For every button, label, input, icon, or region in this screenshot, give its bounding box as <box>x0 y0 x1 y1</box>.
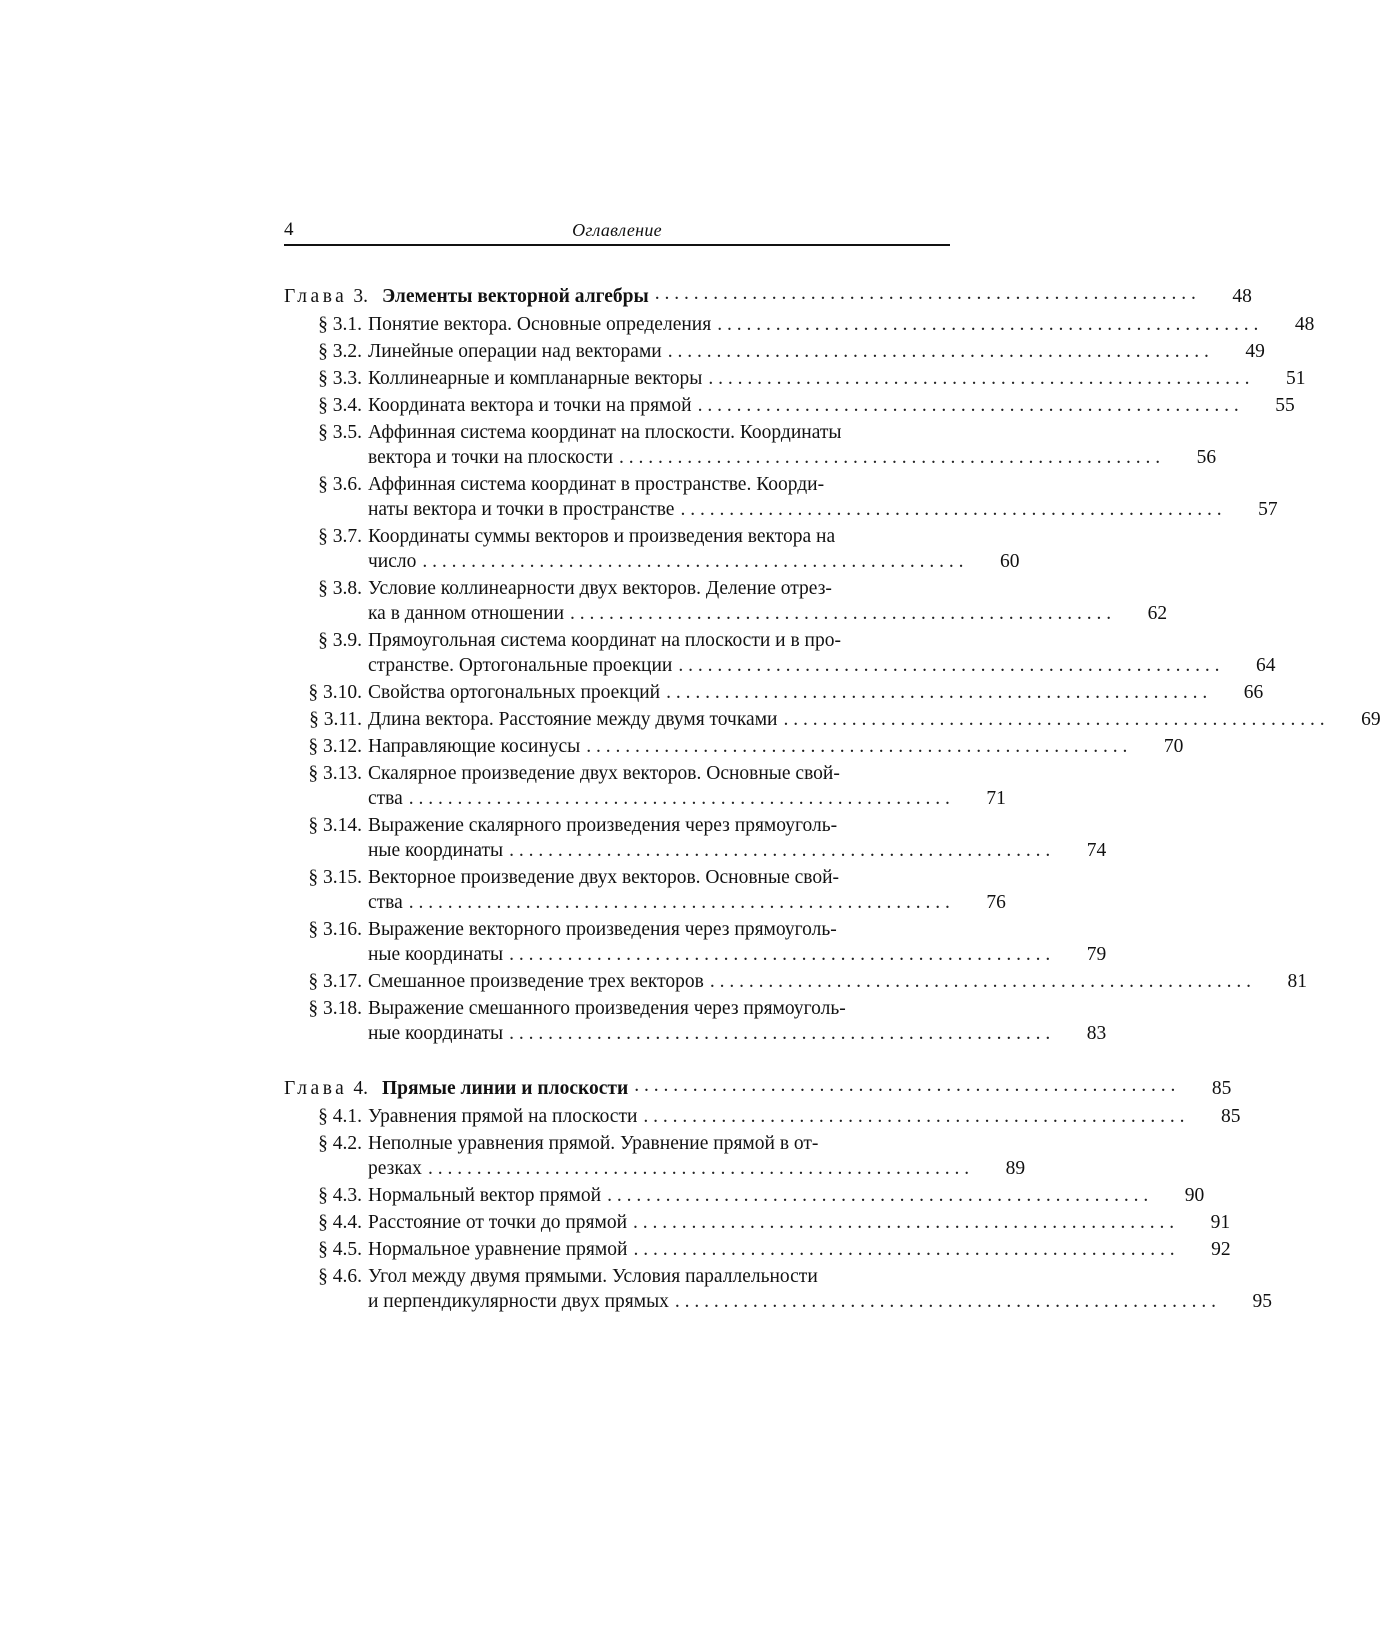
section-number: § 3.15. <box>308 867 362 888</box>
section-page: 64 <box>1255 655 1276 676</box>
section-title-line: число <box>368 551 417 572</box>
toc-section[interactable] <box>284 969 1307 994</box>
dot-leader <box>678 653 1219 678</box>
section-number: § 3.10. <box>308 682 362 703</box>
section-number: § 4.5. <box>318 1239 362 1260</box>
toc-chapter[interactable] <box>284 278 1252 308</box>
toc-section[interactable] <box>284 761 1006 811</box>
section-title-line: резках <box>368 1158 422 1179</box>
section-title-line: Нормальное уравнение прямой <box>368 1239 628 1260</box>
section-title-line: Расстояние от точки до прямой <box>368 1212 628 1233</box>
section-page: 69 <box>1361 709 1381 730</box>
section-number: § 3.7. <box>318 526 362 547</box>
section-number: § 3.6. <box>318 474 362 495</box>
section-number: § 3.16. <box>308 919 362 940</box>
section-number: § 3.5. <box>318 422 362 443</box>
toc-section[interactable] <box>284 865 1006 915</box>
toc-section[interactable] <box>284 339 1265 364</box>
section-title-line: Аффинная система координат в пространстве. Коорди- <box>368 474 825 495</box>
section-title-line: Выражение скалярного произведения через прямоуголь- <box>368 815 838 836</box>
chapter-page: 85 <box>1211 1078 1232 1099</box>
dot-leader <box>698 393 1239 418</box>
toc-section[interactable] <box>284 524 1020 574</box>
dot-leader <box>680 497 1221 522</box>
section-number: § 3.11. <box>309 709 362 730</box>
section-title-line: Смешанное произведение трех векторов <box>368 971 704 992</box>
chapter-page: 48 <box>1232 286 1252 307</box>
dot-leader <box>717 312 1258 337</box>
section-page: 71 <box>986 788 1006 809</box>
section-title-line: ные координаты <box>368 944 504 965</box>
chapter-title: Прямые линии и плоскости <box>381 1078 629 1099</box>
running-title: Оглавление <box>572 220 662 240</box>
section-title-line: Понятие вектора. Основные определения <box>368 314 712 335</box>
toc-section[interactable] <box>284 996 1107 1046</box>
section-title-line: Угол между двумя прямыми. Условия параллельности <box>368 1266 818 1287</box>
toc-section[interactable] <box>284 628 1276 678</box>
section-title-line: Линейные операции над векторами <box>368 341 662 362</box>
toc-section[interactable] <box>284 813 1107 863</box>
section-title-line: Векторное произведение двух векторов. Основные свой- <box>368 867 840 888</box>
section-page: 51 <box>1285 368 1306 389</box>
section-title-line: Уравнения прямой на плоскости <box>368 1106 638 1127</box>
dot-leader <box>643 1104 1184 1129</box>
dot-leader <box>409 786 950 811</box>
section-page: 81 <box>1287 971 1307 992</box>
section-page: 79 <box>1086 944 1107 965</box>
section-number: § 3.13. <box>308 763 362 784</box>
toc-section[interactable] <box>284 366 1306 391</box>
dot-leader <box>633 1237 1174 1262</box>
section-number: § 3.4. <box>318 395 362 416</box>
toc-chapter[interactable] <box>284 1070 1232 1100</box>
section-title-line: Координата вектора и точки на прямой <box>368 395 692 416</box>
section-title-line: Выражение векторного произведения через прямоуголь- <box>368 919 837 940</box>
section-page: 60 <box>1000 551 1020 572</box>
section-title-line: Выражение смешанного произведения через прямоуголь- <box>368 998 846 1019</box>
section-page: 91 <box>1210 1212 1231 1233</box>
section-title-line: странстве. Ортогональные проекции <box>368 655 673 676</box>
toc-section[interactable] <box>284 680 1264 705</box>
dot-leader <box>570 601 1111 626</box>
dot-leader <box>607 1183 1148 1208</box>
toc-section[interactable] <box>284 420 1217 470</box>
dot-leader <box>668 339 1209 364</box>
section-number: § 3.1. <box>318 314 362 335</box>
section-number: § 3.9. <box>318 630 362 651</box>
section-title-line: Нормальный вектор прямой <box>368 1185 602 1206</box>
section-title-line: Направляющие косинусы <box>368 736 581 757</box>
chapter-number: 4. <box>353 1078 368 1099</box>
dot-leader <box>666 680 1207 705</box>
section-page: 57 <box>1258 499 1278 520</box>
section-title-line: Скалярное произведение двух векторов. Основные свой- <box>368 763 840 784</box>
section-number: § 4.3. <box>318 1185 362 1206</box>
section-title-line: Неполные уравнения прямой. Уравнение прямой в от- <box>368 1133 819 1154</box>
dot-leader <box>783 707 1324 732</box>
section-title-line: ства <box>368 892 403 913</box>
section-page: 70 <box>1163 736 1184 757</box>
dot-leader <box>634 1075 1175 1100</box>
dot-leader <box>509 838 1050 863</box>
table-of-contents <box>284 278 1381 1316</box>
chapter-title: Элементы векторной алгебры <box>381 286 649 307</box>
section-title-line: Координаты суммы векторов и произведения вектора на <box>368 526 836 547</box>
section-page: 89 <box>1005 1158 1026 1179</box>
section-page: 90 <box>1184 1185 1205 1206</box>
toc-section[interactable] <box>284 472 1278 522</box>
dot-leader <box>710 969 1251 994</box>
section-page: 49 <box>1245 341 1265 362</box>
toc-section[interactable] <box>284 1264 1273 1314</box>
section-number: § 3.14. <box>308 815 362 836</box>
section-title-line: Длина вектора. Расстояние между двумя точками <box>368 709 778 730</box>
dot-leader <box>422 549 963 574</box>
section-number: § 3.2. <box>318 341 362 362</box>
toc-section[interactable] <box>284 1183 1205 1208</box>
section-page: 92 <box>1211 1239 1231 1260</box>
dot-leader <box>655 283 1196 308</box>
toc-section[interactable] <box>284 1237 1231 1262</box>
dot-leader <box>409 890 950 915</box>
page-number: 4 <box>284 219 294 240</box>
section-page: 55 <box>1275 395 1295 416</box>
section-title-line: ные координаты <box>368 840 504 861</box>
toc-section[interactable] <box>284 1104 1241 1129</box>
section-title-line: наты вектора и точки в пространстве <box>368 499 675 520</box>
toc-section[interactable] <box>284 1131 1026 1181</box>
chapter-prefix: Глава <box>284 1078 348 1099</box>
section-page: 56 <box>1196 447 1217 468</box>
dot-leader <box>708 366 1249 391</box>
toc-section[interactable] <box>284 576 1168 626</box>
section-title-line: Свойства ортогональных проекций <box>368 682 661 703</box>
section-number: § 3.12. <box>308 736 362 757</box>
page-header <box>284 218 950 246</box>
dot-leader <box>428 1156 969 1181</box>
section-title-line: ства <box>368 788 403 809</box>
section-title-line: Условие коллинеарности двух векторов. Деление отрез- <box>368 578 832 599</box>
section-number: § 3.8. <box>318 578 362 599</box>
section-title-line: вектора и точки на плоскости <box>368 447 614 468</box>
toc-section[interactable] <box>284 707 1381 732</box>
section-title-line: ные координаты <box>368 1023 504 1044</box>
section-title-line: ка в данном отношении <box>368 603 565 624</box>
section-number: § 4.4. <box>318 1212 362 1233</box>
section-page: 66 <box>1243 682 1264 703</box>
section-number: § 4.2. <box>318 1133 362 1154</box>
section-page: 74 <box>1086 840 1107 861</box>
section-page: 48 <box>1294 314 1315 335</box>
dot-leader <box>509 1021 1050 1046</box>
toc-section[interactable] <box>284 312 1315 337</box>
toc-section[interactable] <box>284 393 1295 418</box>
toc-section[interactable] <box>284 1210 1231 1235</box>
section-title-line: и перпендикулярности двух прямых <box>368 1291 669 1312</box>
section-title-line: Коллинеарные и компланарные векторы <box>368 368 703 389</box>
section-title-line: Прямоугольная система координат на плоскости и в про- <box>368 630 841 651</box>
dot-leader <box>619 445 1160 470</box>
section-page: 76 <box>986 892 1006 913</box>
section-number: § 4.1. <box>318 1106 362 1127</box>
section-page: 95 <box>1252 1291 1273 1312</box>
toc-section[interactable] <box>284 917 1107 967</box>
section-page: 62 <box>1147 603 1168 624</box>
section-number: § 3.17. <box>308 971 362 992</box>
toc-section[interactable] <box>284 734 1184 759</box>
section-page: 83 <box>1086 1023 1107 1044</box>
chapter-prefix: Глава <box>284 286 348 307</box>
section-number: § 4.6. <box>318 1266 362 1287</box>
section-number: § 3.3. <box>318 368 362 389</box>
dot-leader <box>586 734 1127 759</box>
section-number: § 3.18. <box>308 998 362 1019</box>
dot-leader <box>509 942 1050 967</box>
section-page: 85 <box>1221 1106 1241 1127</box>
section-title-line: Аффинная система координат на плоскости. Координаты <box>368 422 842 443</box>
dot-leader <box>633 1210 1174 1235</box>
chapter-number: 3. <box>353 286 368 307</box>
dot-leader <box>675 1289 1216 1314</box>
